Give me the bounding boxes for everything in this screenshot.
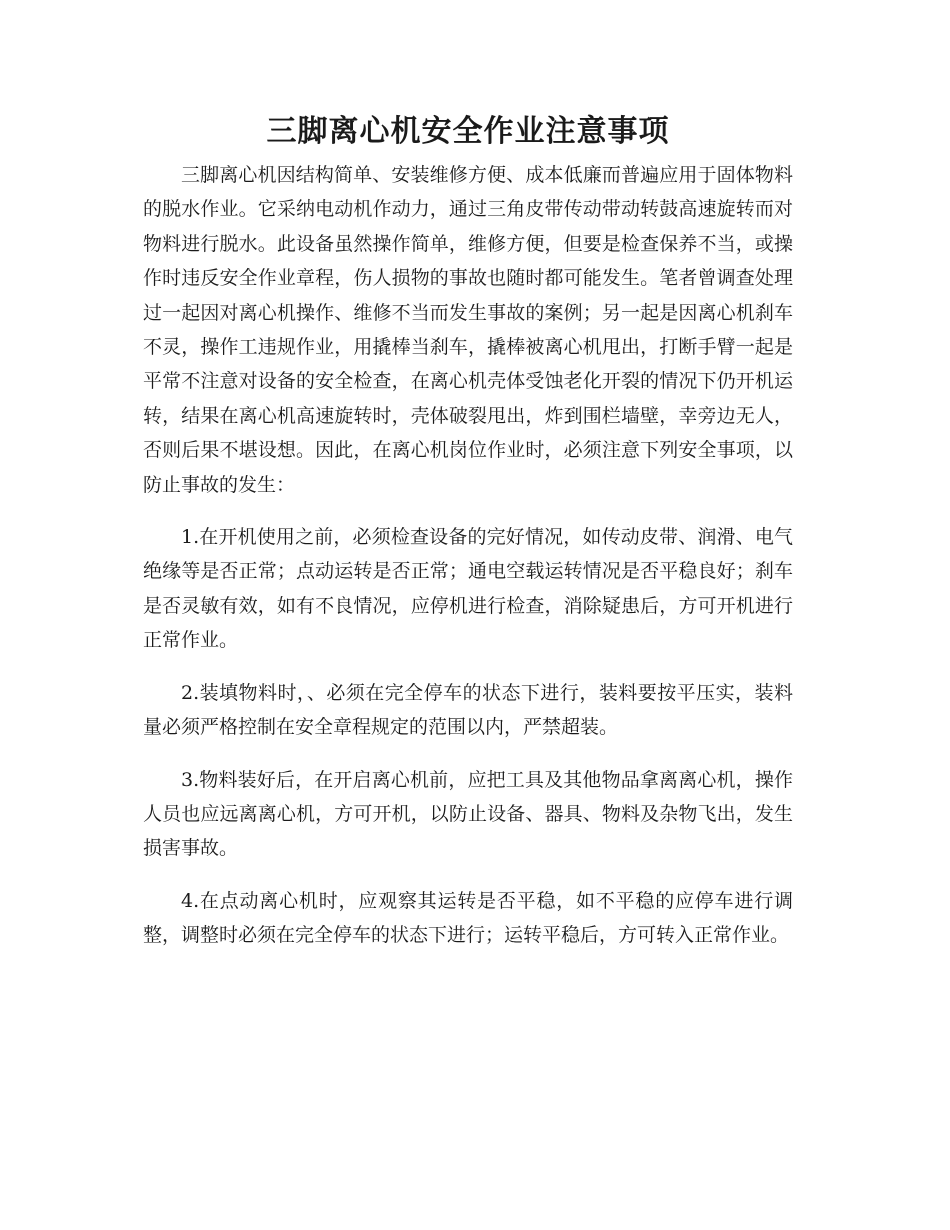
list-item: 1.在开机使用之前，必须检查设备的完好情况，如传动皮带、润滑、电气绝缘等是否正常；点动运转是否正常；通电空载运转情况是否平稳良好；刹车是否灵敏有效，如有不良情况，应停机进行检查，消除疑患后，方可开机进行正常作业。 — [143, 526, 793, 652]
document-title: 三脚离心机安全作业注意事项 — [266, 114, 670, 149]
list-item: 3.物料装好后，在开启离心机前，应把工具及其他物品拿离离心机，操作人员也应远离离心机，方可开机，以防止设备、器具、物料及杂物飞出，发生损害事故。 — [143, 768, 793, 860]
list-item: 2.装填物料时，、必须在完全停车的状态下进行，装料要按平压实，装料量必须严格控制在安全章程规定的范围以内，严禁超装。 — [143, 681, 793, 739]
list-item: 4.在点动离心机时，应观察其运转是否平稳，如不平稳的应停车进行调整，调整时必须在完全停车的状态下进行；运转平稳后，方可转入正常作业。 — [143, 889, 793, 947]
document-page — [143, 112, 793, 953]
intro-paragraph: 三脚离心机因结构简单、安装维修方便、成本低廉而普遍应用于固体物料的脱水作业。它采纳电动机作动力，通过三角皮带传动带动转鼓高速旋转而对物料进行脱水。此设备虽然操作简单，维修方便，但要是检查保养不当，或操作时违反安全作业章程，伤人损物的事故也随时都可能发生。笔者曾调查处理过一起因对离心机操作、维修不当而发生事故的案例；另一起是因离心机刹车不灵，操作工违规作业，用撬棒当刹车，撬棒被离心机甩出，打断手臂一起是平常不注意对设备的安全检查，在离心机壳体受蚀老化开裂的情况下仍开机运转，结果在离心机高速旋转时，壳体破裂甩出，炸到围栏墙壁，幸旁边无人，否则后果不堪设想。因此，在离心机岗位作业时，必须注意下列安全事项，以防止事故的发生： — [143, 164, 793, 496]
